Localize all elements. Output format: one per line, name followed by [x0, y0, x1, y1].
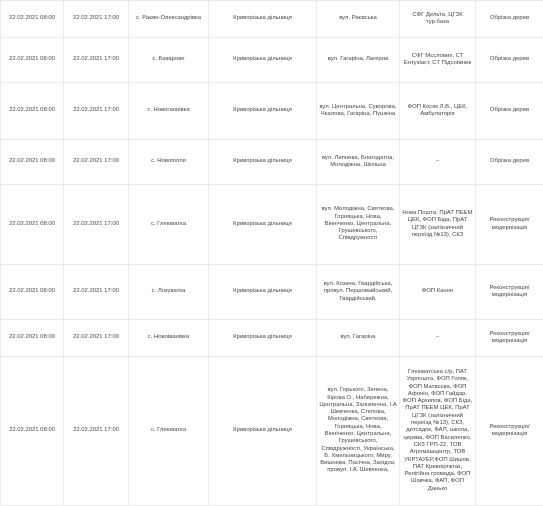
table-row [1, 185, 543, 265]
district-cell: Криворізька дільниця [209, 83, 317, 140]
settlement-cell: с. Раєво-Олександрівка [129, 1, 209, 38]
work-type-cell: Реконструкція/ модернізація [476, 320, 543, 357]
start-time-cell: 22.02.2021 08:00 [1, 265, 64, 320]
table-row [1, 357, 543, 506]
streets-cell: вул. Козача, Гвардійська, провул. Першомайський, Гвардійський, [317, 265, 400, 320]
start-time-cell: 22.02.2021 08:00 [1, 1, 64, 38]
district-cell: Криворізька дільниця [209, 357, 317, 506]
streets-cell: вул. Молодіжна, Святкова, Горняцька, Нова, Вінніченко, Центральна, Грушевського, Співдружності [317, 185, 400, 265]
table-row [1, 320, 543, 357]
work-type-cell: Обрізка дерев [476, 83, 543, 140]
work-type-cell: Обрізка дерев [476, 38, 543, 83]
start-time-cell: 22.02.2021 08:00 [1, 185, 64, 265]
district-cell: Криворізька дільниця [209, 185, 317, 265]
table-row [1, 1, 543, 38]
end-time-cell: 22.02.2021 17:00 [64, 1, 129, 38]
settlement-cell: с. Глеюватка [129, 185, 209, 265]
start-time-cell: 22.02.2021 08:00 [1, 357, 64, 506]
work-type-cell: Обрізка дерев [476, 140, 543, 185]
settlement-cell: с. Новоганнівка [129, 83, 209, 140]
end-time-cell: 22.02.2021 17:00 [64, 83, 129, 140]
district-cell: Криворізька дільниця [209, 140, 317, 185]
table-body [1, 1, 543, 506]
settlement-cell: с. Новоіванівка [129, 320, 209, 357]
district-cell: Криворізька дільниця [209, 320, 317, 357]
streets-cell: вул. Горького, Зелена, Кірова О., Набережна, Центральна, Залізнична, І.А Шевченка, Степова, Молодіжна, Святкова, Горняцька, Нова, Вінніченко, Центральна, Грушевського, Співдружності, Українська, Б. Хмельницького, Миру, Вишнева, Пасічна, Західна, провул. І.А. Шевченка, [317, 357, 400, 506]
objects-cell: СФГ Мєслових, СТ Ентузіаст, СТ Підсніжник [400, 38, 476, 83]
district-cell: Криворізька дільниця [209, 265, 317, 320]
table-row [1, 83, 543, 140]
table-row [1, 265, 543, 320]
end-time-cell: 22.02.2021 17:00 [64, 140, 129, 185]
end-time-cell: 22.02.2021 17:00 [64, 38, 129, 83]
end-time-cell: 22.02.2021 17:00 [64, 357, 129, 506]
streets-cell: вул. Липнева, Благодатна, Молодіжна, Шкільна [317, 140, 400, 185]
settlement-cell: с. Базарове [129, 38, 209, 83]
district-cell: Криворізька дільниця [209, 1, 317, 38]
work-type-cell: Реконструкція/ модернізація [476, 357, 543, 506]
settlement-cell: с. Новопілля [129, 140, 209, 185]
table-row [1, 38, 543, 83]
streets-cell: вул. Раєвська [317, 1, 400, 38]
start-time-cell: 22.02.2021 08:00 [1, 83, 64, 140]
start-time-cell: 22.02.2021 08:00 [1, 38, 64, 83]
district-cell: Криворізька дільниця [209, 38, 317, 83]
settlement-cell: с. Лозуватка [129, 265, 209, 320]
start-time-cell: 22.02.2021 08:00 [1, 320, 64, 357]
end-time-cell: 22.02.2021 17:00 [64, 265, 129, 320]
objects-cell: ФОП Косяк Л.В., ЦЕК, Амбулаторія [400, 83, 476, 140]
start-time-cell: 22.02.2021 08:00 [1, 140, 64, 185]
table-row [1, 140, 543, 185]
objects-cell: – [400, 140, 476, 185]
work-type-cell: Обрізка дерев [476, 1, 543, 38]
work-type-cell: Реконструкція/ модернізація [476, 265, 543, 320]
objects-cell: Нова Пошта, ПрАТ ПЕЕМ ЦЕК, ФОП Біда, ПрАТ ЦГЗК (залізничний переїзд №13), СКЗ [400, 185, 476, 265]
objects-cell: – [400, 320, 476, 357]
objects-cell: ФОП Канон [400, 265, 476, 320]
objects-cell: Глеюватська с/р, ПАТ Укрпошта, ФОП Голяк, ФОП Матвєєва, ФОП Афонін, ФОП Гайдар, ФОП Архипов, ФОП Біда, ПрАТ ПЕЕМ ЦЕК, ПрАТ ЦГЗК (залізничний переїзд №13), СКЗ, дитсадок, ФАП, школа, церква, ФОП Василенко, СКЗ ГРП-22, ТОВ Агромашцентр, ТОВ УКРТАУЕР,ФОП Шишов, ПАТ Кривоіргжгаз, Релігійна громада, ФОП Шавчка, ФАП, ФОП Данько [400, 357, 476, 506]
objects-cell: СФГ Дельта, ЦГЗК тур.база [400, 1, 476, 38]
end-time-cell: 22.02.2021 17:00 [64, 185, 129, 265]
work-type-cell: Реконструкція/ модернізація [476, 185, 543, 265]
streets-cell: вул. Центральна, Суворова, Чкалова, Гагаріна, Пушкіна [317, 83, 400, 140]
settlement-cell: с. Глеюватка [129, 357, 209, 506]
streets-cell: вул. Гагаріна [317, 320, 400, 357]
streets-cell: вул. Гагаріна, Лагерна [317, 38, 400, 83]
end-time-cell: 22.02.2021 17:00 [64, 320, 129, 357]
